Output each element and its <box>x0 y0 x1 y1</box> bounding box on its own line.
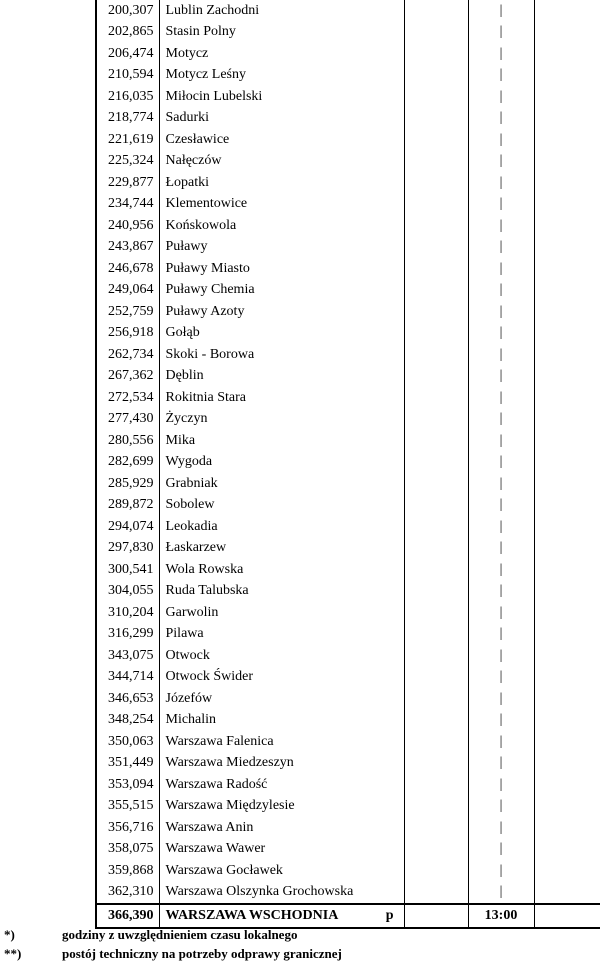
extra-cell <box>534 65 600 87</box>
table-row <box>96 280 600 302</box>
km-cell: 246,678 <box>96 258 159 280</box>
km-cell: 200,307 <box>96 0 159 22</box>
km-cell: 304,055 <box>96 581 159 603</box>
arrival-cell <box>404 645 468 667</box>
station-cell: Józefów <box>159 688 404 710</box>
arrival-cell <box>404 581 468 603</box>
station-cell: Końskowola <box>159 215 404 237</box>
station-cell: Michalin <box>159 710 404 732</box>
departure-cell: | <box>468 258 534 280</box>
footnote <box>0 927 600 946</box>
km-cell: 316,299 <box>96 624 159 646</box>
departure-cell: | <box>468 215 534 237</box>
station-cell: Wola Rowska <box>159 559 404 581</box>
station-cell: Motycz Leśny <box>159 65 404 87</box>
station-cell: Garwolin <box>159 602 404 624</box>
departure-cell: | <box>468 194 534 216</box>
footnote-text: postój techniczny na potrzeby odprawy granicznej <box>62 946 342 961</box>
extra-cell <box>534 774 600 796</box>
km-cell: 282,699 <box>96 452 159 474</box>
departure-cell: | <box>468 688 534 710</box>
station-cell: Otwock Świder <box>159 667 404 689</box>
arrival-cell <box>404 516 468 538</box>
arrival-cell <box>404 129 468 151</box>
extra-cell <box>534 258 600 280</box>
departure-cell: | <box>468 731 534 753</box>
departure-cell: | <box>468 129 534 151</box>
extra-cell <box>534 108 600 130</box>
station-cell: Puławy Chemia <box>159 280 404 302</box>
table-row <box>96 0 600 22</box>
table-row <box>96 495 600 517</box>
km-cell: 350,063 <box>96 731 159 753</box>
station-cell: Warszawa Anin <box>159 817 404 839</box>
km-cell: 252,759 <box>96 301 159 323</box>
extra-cell <box>534 688 600 710</box>
km-cell: 285,929 <box>96 473 159 495</box>
table-row <box>96 22 600 44</box>
table-row <box>96 151 600 173</box>
departure-cell: | <box>468 86 534 108</box>
station-cell: Czesławice <box>159 129 404 151</box>
km-cell: 351,449 <box>96 753 159 775</box>
departure-cell: | <box>468 452 534 474</box>
km-cell: 218,774 <box>96 108 159 130</box>
extra-cell <box>534 731 600 753</box>
arrival-cell <box>404 817 468 839</box>
table-row <box>96 581 600 603</box>
departure-cell: | <box>468 43 534 65</box>
arrival-cell <box>404 602 468 624</box>
km-cell: 356,716 <box>96 817 159 839</box>
table-row <box>96 796 600 818</box>
table-row <box>96 366 600 388</box>
table-row <box>96 237 600 259</box>
station-cell: Warszawa Olszynka Grochowska <box>159 882 404 905</box>
station-cell: Klementowice <box>159 194 404 216</box>
table-row <box>96 172 600 194</box>
arrival-cell <box>404 774 468 796</box>
km-cell: 277,430 <box>96 409 159 431</box>
arrival-cell <box>404 22 468 44</box>
table-row <box>96 43 600 65</box>
station-cell: Stasin Polny <box>159 22 404 44</box>
extra-cell <box>534 215 600 237</box>
departure-cell: | <box>468 172 534 194</box>
station-cell: Życzyn <box>159 409 404 431</box>
km-cell: 344,714 <box>96 667 159 689</box>
arrival-cell <box>404 237 468 259</box>
departure-cell: | <box>468 581 534 603</box>
arrival-cell <box>404 409 468 431</box>
arrival-cell <box>404 366 468 388</box>
extra-cell <box>534 796 600 818</box>
table-row <box>96 667 600 689</box>
arrival-cell <box>404 215 468 237</box>
station-cell: Grabniak <box>159 473 404 495</box>
departure-cell: | <box>468 817 534 839</box>
km-cell: 202,865 <box>96 22 159 44</box>
extra-cell <box>534 409 600 431</box>
station-cell: Gołąb <box>159 323 404 345</box>
departure-cell: | <box>468 774 534 796</box>
departure-cell: | <box>468 65 534 87</box>
arrival-cell <box>404 495 468 517</box>
time-cell: 13:00 <box>468 904 534 928</box>
km-cell: 359,868 <box>96 860 159 882</box>
station-cell: Lublin Zachodni <box>159 0 404 22</box>
table-row <box>96 839 600 861</box>
extra-cell <box>534 839 600 861</box>
table-row <box>96 882 600 905</box>
departure-cell: | <box>468 559 534 581</box>
extra-cell <box>534 860 600 882</box>
departure-cell: | <box>468 366 534 388</box>
departure-cell: | <box>468 538 534 560</box>
station-cell: Warszawa Falenica <box>159 731 404 753</box>
table-row <box>96 645 600 667</box>
departure-cell: | <box>468 516 534 538</box>
arrival-cell <box>404 624 468 646</box>
extra-cell <box>534 817 600 839</box>
arrival-cell <box>404 667 468 689</box>
table-row <box>96 473 600 495</box>
station-cell: Warszawa Międzylesie <box>159 796 404 818</box>
table-row <box>96 65 600 87</box>
table-row <box>96 753 600 775</box>
extra-cell <box>534 280 600 302</box>
km-cell: 256,918 <box>96 323 159 345</box>
extra-cell <box>534 753 600 775</box>
km-cell: 289,872 <box>96 495 159 517</box>
extra-cell <box>534 301 600 323</box>
extra-cell <box>534 366 600 388</box>
departure-cell: | <box>468 22 534 44</box>
station-cell: Puławy Miasto <box>159 258 404 280</box>
km-cell: 243,867 <box>96 237 159 259</box>
arrival-cell <box>404 731 468 753</box>
station-cell: Mika <box>159 430 404 452</box>
table-row <box>96 559 600 581</box>
table-row <box>96 194 600 216</box>
departure-cell: | <box>468 151 534 173</box>
departure-cell: | <box>468 839 534 861</box>
table-row <box>96 710 600 732</box>
station-cell: Dęblin <box>159 366 404 388</box>
extra-cell <box>534 387 600 409</box>
table-row <box>96 387 600 409</box>
extra-cell <box>534 495 600 517</box>
extra-cell <box>534 581 600 603</box>
station-cell: Warszawa Radość <box>159 774 404 796</box>
extra-cell <box>534 538 600 560</box>
extra-cell <box>534 452 600 474</box>
station-cell: Warszawa Miedzeszyn <box>159 753 404 775</box>
table-row <box>96 817 600 839</box>
table-row <box>96 301 600 323</box>
km-cell: 362,310 <box>96 882 159 905</box>
table-row <box>96 688 600 710</box>
table-row <box>96 624 600 646</box>
extra-cell <box>534 667 600 689</box>
departure-cell: | <box>468 667 534 689</box>
departure-cell: | <box>468 753 534 775</box>
station-cell: Sadurki <box>159 108 404 130</box>
km-cell: 300,541 <box>96 559 159 581</box>
station-cell: Wygoda <box>159 452 404 474</box>
timetable-body <box>96 0 600 928</box>
extra-cell <box>534 43 600 65</box>
arrival-cell <box>404 172 468 194</box>
km-cell: 358,075 <box>96 839 159 861</box>
extra-cell <box>534 323 600 345</box>
arrival-cell <box>404 452 468 474</box>
station-cell: Miłocin Lubelski <box>159 86 404 108</box>
arrival-cell <box>404 796 468 818</box>
footnote-mark: *) <box>4 927 15 942</box>
station-cell: Łopatki <box>159 172 404 194</box>
table-row <box>96 860 600 882</box>
station-name: WARSZAWA WSCHODNIA <box>165 907 339 923</box>
arrival-cell <box>404 882 468 905</box>
km-cell: 206,474 <box>96 43 159 65</box>
extra-cell <box>534 710 600 732</box>
departure-cell: | <box>468 301 534 323</box>
extra-cell <box>534 194 600 216</box>
arrival-cell <box>404 839 468 861</box>
extra-cell <box>534 22 600 44</box>
extra-cell <box>534 624 600 646</box>
departure-cell: | <box>468 409 534 431</box>
km-cell: 240,956 <box>96 215 159 237</box>
km-cell: 297,830 <box>96 538 159 560</box>
table-row <box>96 129 600 151</box>
footnotes <box>0 927 600 965</box>
extra-cell <box>534 602 600 624</box>
arrival-cell <box>404 387 468 409</box>
arrival-cell <box>404 65 468 87</box>
table-row <box>96 602 600 624</box>
table-row <box>96 86 600 108</box>
arrival-cell <box>404 86 468 108</box>
arrival-cell <box>404 430 468 452</box>
station-cell: Rokitnia Stara <box>159 387 404 409</box>
extra-cell <box>534 473 600 495</box>
arrival-cell <box>404 323 468 345</box>
table-row <box>96 538 600 560</box>
table-row <box>96 258 600 280</box>
table-row <box>96 430 600 452</box>
km-cell: 294,074 <box>96 516 159 538</box>
arrival-cell <box>404 301 468 323</box>
arrival-cell <box>404 860 468 882</box>
km-cell: 366,390 <box>96 904 159 928</box>
station-cell: Otwock <box>159 645 404 667</box>
footnote-text: godziny z uwzględnieniem czasu lokalnego <box>62 927 298 942</box>
km-cell: 280,556 <box>96 430 159 452</box>
departure-cell: | <box>468 344 534 366</box>
km-cell: 249,064 <box>96 280 159 302</box>
km-cell: 221,619 <box>96 129 159 151</box>
station-cell: Motycz <box>159 43 404 65</box>
table-row <box>96 516 600 538</box>
table-row <box>96 323 600 345</box>
extra-cell <box>534 129 600 151</box>
table-row-final <box>96 904 600 928</box>
extra-cell <box>534 559 600 581</box>
km-cell: 346,653 <box>96 688 159 710</box>
arrival-cell <box>404 904 468 928</box>
station-cell: Puławy <box>159 237 404 259</box>
station-cell: Warszawa Wawer <box>159 839 404 861</box>
arrival-cell <box>404 473 468 495</box>
departure-cell: | <box>468 387 534 409</box>
km-cell: 229,877 <box>96 172 159 194</box>
station-cell: Nałęczów <box>159 151 404 173</box>
arrival-cell <box>404 108 468 130</box>
arrival-cell <box>404 688 468 710</box>
departure-cell: | <box>468 882 534 905</box>
extra-cell <box>534 344 600 366</box>
departure-cell: | <box>468 430 534 452</box>
departure-cell: | <box>468 645 534 667</box>
arrival-cell <box>404 151 468 173</box>
arrival-cell <box>404 344 468 366</box>
table-row <box>96 344 600 366</box>
station-cell: Skoki - Borowa <box>159 344 404 366</box>
station-cell: Ruda Talubska <box>159 581 404 603</box>
km-cell: 267,362 <box>96 366 159 388</box>
footnote <box>0 946 600 965</box>
arrival-cell <box>404 258 468 280</box>
arrival-cell <box>404 194 468 216</box>
km-cell: 272,534 <box>96 387 159 409</box>
departure-cell: | <box>468 796 534 818</box>
extra-cell <box>534 882 600 905</box>
table-row <box>96 731 600 753</box>
extra-cell <box>534 0 600 22</box>
extra-cell <box>534 430 600 452</box>
extra-cell <box>534 645 600 667</box>
table-row <box>96 108 600 130</box>
station-cell: Pilawa <box>159 624 404 646</box>
departure-cell: | <box>468 473 534 495</box>
km-cell: 225,324 <box>96 151 159 173</box>
departure-cell: | <box>468 108 534 130</box>
arrival-cell <box>404 710 468 732</box>
table-row <box>96 409 600 431</box>
stop-flag: p <box>385 907 394 923</box>
arrival-cell <box>404 43 468 65</box>
km-cell: 355,515 <box>96 796 159 818</box>
departure-cell: | <box>468 237 534 259</box>
departure-cell: | <box>468 323 534 345</box>
footnote-mark: **) <box>4 946 22 961</box>
extra-cell <box>534 516 600 538</box>
station-cell: Sobolew <box>159 495 404 517</box>
km-cell: 353,094 <box>96 774 159 796</box>
departure-cell: | <box>468 0 534 22</box>
km-cell: 348,254 <box>96 710 159 732</box>
extra-cell <box>534 172 600 194</box>
km-cell: 234,744 <box>96 194 159 216</box>
table-row <box>96 452 600 474</box>
departure-cell: | <box>468 710 534 732</box>
table-row <box>96 774 600 796</box>
arrival-cell <box>404 0 468 22</box>
departure-cell: | <box>468 860 534 882</box>
station-cell: Łaskarzew <box>159 538 404 560</box>
km-cell: 216,035 <box>96 86 159 108</box>
km-cell: 262,734 <box>96 344 159 366</box>
extra-cell <box>534 151 600 173</box>
departure-cell: | <box>468 624 534 646</box>
extra-cell <box>534 86 600 108</box>
extra-cell <box>534 237 600 259</box>
km-cell: 343,075 <box>96 645 159 667</box>
departure-cell: | <box>468 495 534 517</box>
station-cell <box>159 904 404 928</box>
arrival-cell <box>404 538 468 560</box>
timetable <box>95 0 600 929</box>
table-row <box>96 215 600 237</box>
station-cell: Leokadia <box>159 516 404 538</box>
station-cell: Puławy Azoty <box>159 301 404 323</box>
km-cell: 210,594 <box>96 65 159 87</box>
arrival-cell <box>404 559 468 581</box>
km-cell: 310,204 <box>96 602 159 624</box>
station-cell: Warszawa Gocławek <box>159 860 404 882</box>
extra-cell <box>534 904 600 928</box>
arrival-cell <box>404 753 468 775</box>
departure-cell: | <box>468 602 534 624</box>
departure-cell: | <box>468 280 534 302</box>
arrival-cell <box>404 280 468 302</box>
